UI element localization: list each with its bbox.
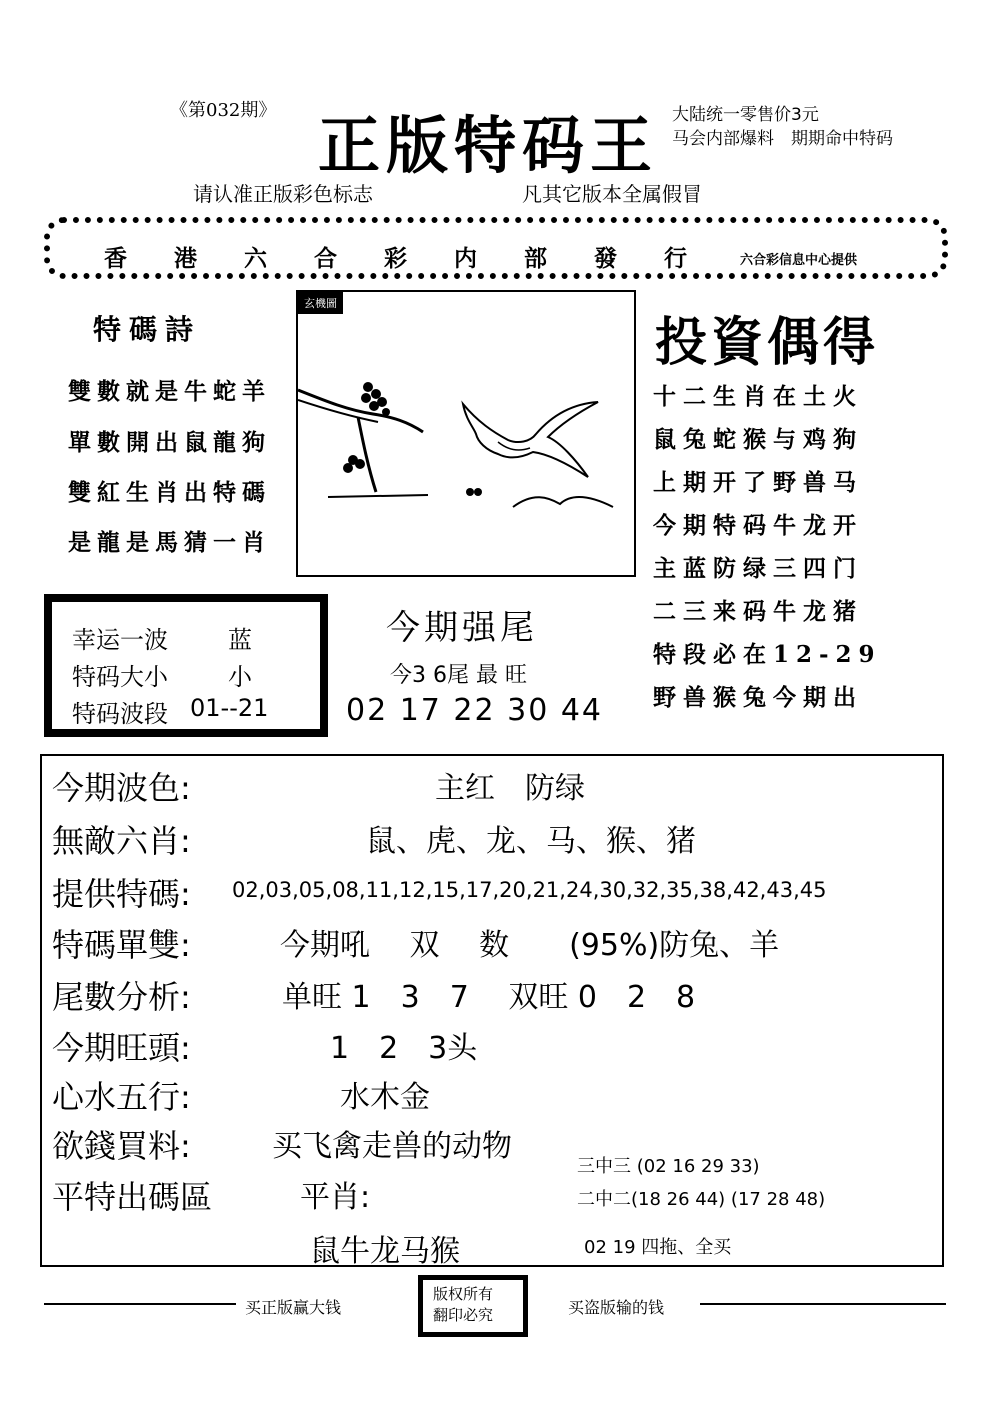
weishu-label: 尾數分析: [52,978,191,1016]
tema-value: 02,03,05,08,11,12,15,17,20,21,24,30,32,35,38,42,43,45 [232,878,827,902]
invest-line: 今期特码牛龙开 [653,512,863,539]
tuo-numbers: 02 19 四拖、全买 [584,1237,732,1258]
footer-divider [44,1303,236,1305]
weishu-value: 单旺 1 3 7 双旺 0 2 8 [282,980,696,1015]
authentic-notice: 请认准正版彩色标志 [193,182,373,206]
wuxing-label: 心水五行: [52,1078,191,1116]
maliao-value: 买飞禽走兽的动物 [272,1129,512,1164]
footer-divider [700,1303,946,1305]
invest-line: 鼠兔蛇猴与鸡狗 [653,426,863,453]
wangtou-value: 1 2 3头 [330,1031,478,1066]
insider-note: 马会内部爆料 期期命中特码 [672,129,893,149]
luck-row-label: 幸运一波 [72,626,168,654]
footer-right-slogan: 买盗版输的钱 [568,1298,665,1317]
tema-label: 提供特碼: [52,875,191,913]
bird-branch-illustration [298,292,634,575]
wangtou-label: 今期旺頭: [52,1029,191,1067]
strong-tail-subtitle: 今3 6尾 最 旺 [390,663,527,688]
luck-row-label: 特码大小 [72,663,168,691]
issue-number: 《第032期》 [170,100,277,121]
poem-line: 雙數就是牛蛇羊 [68,378,271,405]
liuxiao-label: 無敵六肖: [52,822,191,860]
mystery-picture [296,290,636,577]
banner-text: 香港六合彩内部發行 [104,245,734,272]
luck-row-value: 蓝 [228,626,252,654]
invest-line: 二三来码牛龙猪 [653,598,863,625]
luck-row-label: 特码波段 [72,700,168,728]
poem-title: 特碼詩 [93,313,202,346]
wuxing-value: 水木金 [340,1080,430,1115]
invest-line: 上期开了野兽马 [653,469,863,496]
luck-row-value: 小 [228,663,252,691]
pingxiao-value: 鼠牛龙马猴 [310,1234,460,1269]
danshuang-value: 今期吼 双 数 (95%)防兔、羊 [280,928,780,963]
erzhonger: 二中二(18 26 44) (17 28 48) [577,1189,826,1210]
luck-row-value: 01--21 [190,694,269,722]
footer-left-slogan: 买正版赢大钱 [245,1298,342,1317]
invest-title: 投資偶得 [655,312,880,373]
sanzhongsan: 三中三 (02 16 29 33) [577,1156,760,1177]
pingxiao-label: 平肖: [300,1180,371,1215]
invest-line: 十二生肖在土火 [653,383,863,410]
counterfeit-notice: 凡其它版本全属假冒 [522,182,702,206]
pingte-label: 平特出碼區 [52,1178,213,1216]
liuxiao-value: 鼠、虎、龙、马、猴、猪 [366,824,696,859]
bose-label: 今期波色: [52,769,191,807]
banner-credit: 六合彩信息中心提供 [740,253,858,268]
danshuang-label: 特碼單雙: [52,926,191,964]
invest-line: 主蓝防绿三四门 [653,555,863,582]
strong-tail-title: 今期强尾 [386,608,538,648]
maliao-label: 欲錢買料: [52,1127,191,1165]
invest-line: 野兽猴兔今期出 [653,684,863,711]
poem-line: 是龍是馬猜一肖 [68,529,271,556]
strong-tail-numbers: 02 17 22 30 44 [346,693,604,728]
poem-line: 單數開出鼠龍狗 [68,429,271,456]
copyright-line: 版权所有 [433,1285,494,1303]
picture-label: 玄機圖 [298,292,343,314]
invest-line: 特段必在12-29 [653,641,882,668]
copyright-line: 翻印必究 [433,1306,494,1324]
poem-line: 雙紅生肖出特碼 [68,479,271,506]
retail-price: 大陆统一零售价3元 [672,105,819,125]
bose-value: 主红 防绿 [435,771,585,806]
page-title: 正版特码王 [318,109,659,182]
